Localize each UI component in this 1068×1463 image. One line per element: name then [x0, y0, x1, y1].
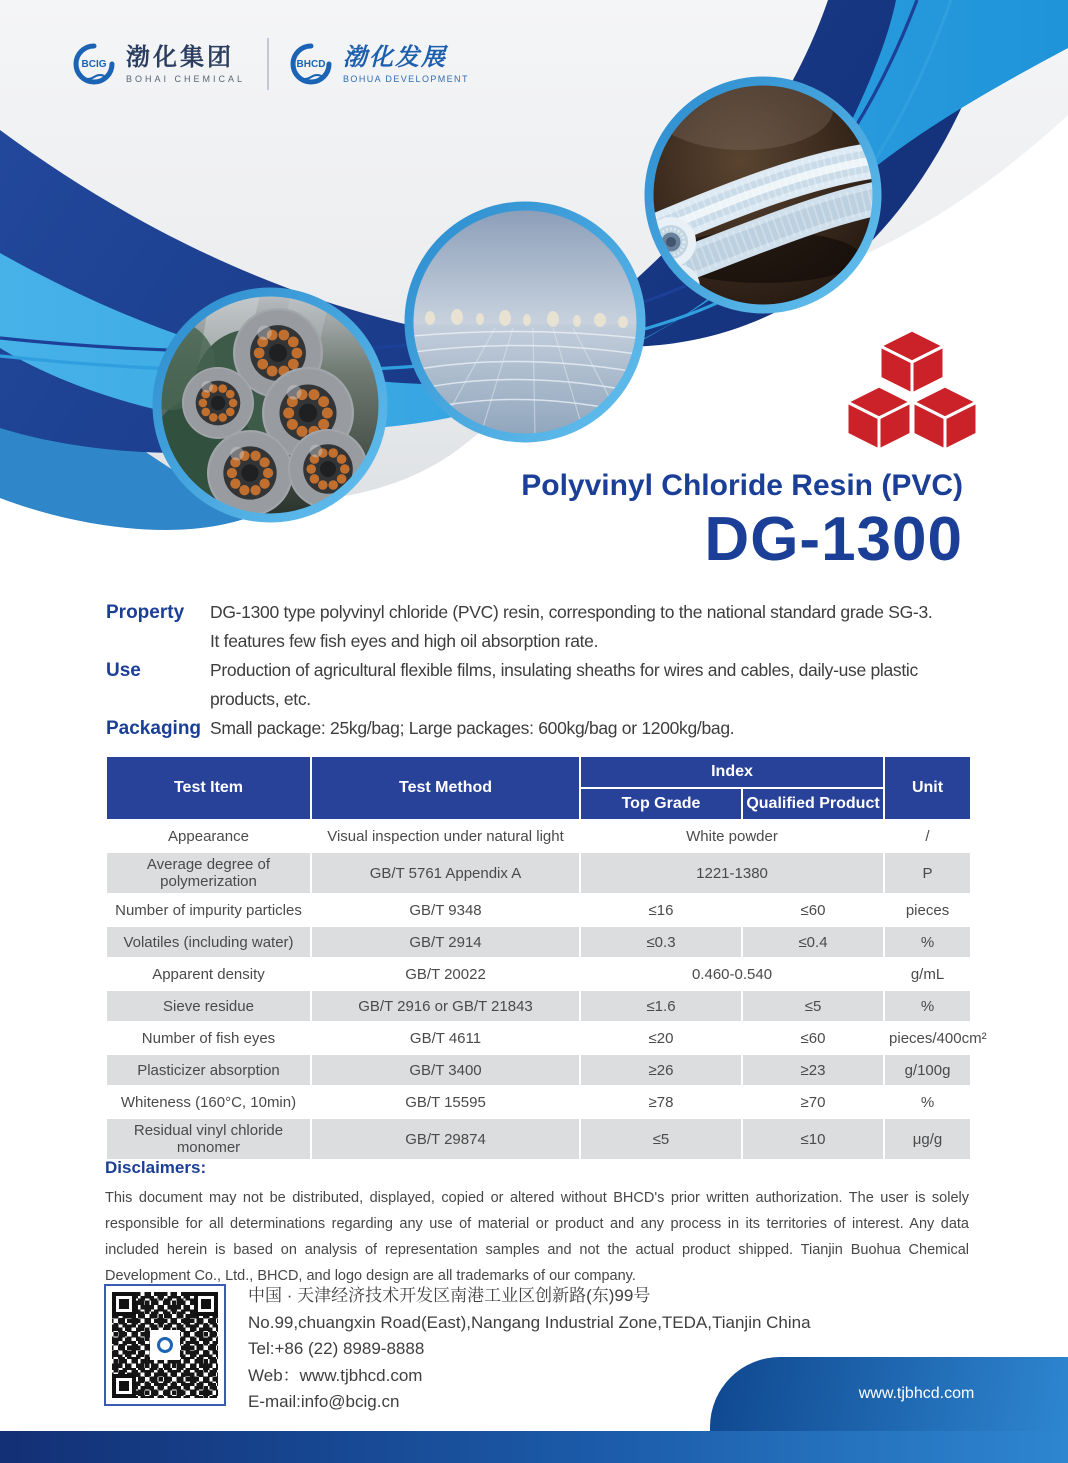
- qr-finder-icon: [112, 1292, 136, 1316]
- spec-cell: pieces/400cm²: [884, 1022, 971, 1054]
- packaging-text: Small package: 25kg/bag; Large packages: 600kg/bag or 1200kg/bag.: [210, 718, 735, 738]
- disclaimers-body: This document may not be distributed, displayed, copied or altered without BHCD's prior written authorization. The user is solely responsible for all determinations regarding any use of material or product and any process in its territories of interest. Any data included herein is based on analysis of representation samples and not the actual product shipped. Tianjin Buohua Chemical Development Co., Ltd., BHCD, and logo design are all trademarks of our company.: [105, 1190, 969, 1284]
- spec-cell: ≤0.4: [742, 926, 884, 958]
- spec-cell: GB/T 2916 or GB/T 21843: [311, 990, 580, 1022]
- bohai-emblem-text: BCIG: [81, 59, 107, 70]
- spec-cell: ≤60: [742, 1022, 884, 1054]
- greenhouse-photo: [409, 206, 641, 439]
- spec-cell: Visual inspection under natural light: [311, 820, 580, 852]
- spec-cell: ≤5: [742, 990, 884, 1022]
- col-test-method: Test Method: [311, 756, 580, 820]
- spec-cell: GB/T 4611: [311, 1022, 580, 1054]
- overview-section: [106, 598, 944, 743]
- use-label: Use: [106, 660, 141, 681]
- spec-cell: Volatiles (including water): [106, 926, 311, 958]
- contact-address-cn: 中国 · 天津经济技术开发区南港工业区创新路(东)99号: [248, 1286, 651, 1305]
- spec-cell: White powder: [580, 820, 884, 852]
- col-test-item: Test Item: [106, 756, 311, 820]
- product-title-block: [521, 469, 963, 573]
- product-code: DG-1300: [704, 505, 963, 574]
- bohua-development-logo: [289, 42, 469, 86]
- col-top-grade: Top Grade: [580, 788, 742, 820]
- bohai-logo-icon: [72, 42, 116, 86]
- spec-cell: GB/T 20022: [311, 958, 580, 990]
- spec-cell: Plasticizer absorption: [106, 1054, 311, 1086]
- qr-code: [104, 1284, 226, 1406]
- cubes-icon: [847, 330, 977, 450]
- packaging-label: Packaging: [106, 718, 202, 739]
- property-text: DG-1300 type polyvinyl chloride (PVC) resin, corresponding to the national standard grade SG-3. It features few fish eyes and high oil absorption rate.: [210, 602, 933, 651]
- spec-table-body: [106, 820, 987, 1160]
- spec-cell: pieces: [884, 894, 971, 926]
- contact-email: E-mail:info@bcig.cn: [248, 1392, 400, 1411]
- logo-divider: [267, 38, 269, 90]
- bohai-name-cn: 渤化集团: [126, 43, 234, 71]
- brand-bar: [72, 38, 469, 90]
- spec-cell: Residual vinyl chloride monomer: [106, 1118, 311, 1160]
- spec-table: [105, 755, 987, 1161]
- bohua-name-cn: 渤化发展: [343, 43, 448, 71]
- qr-center-logo-icon: [150, 1330, 180, 1360]
- contact-address-en: No.99,chuangxin Road(East),Nangang Industrial Zone,TEDA,Tianjin China: [248, 1312, 811, 1332]
- use-row: [106, 656, 944, 714]
- spec-cell: Apparent density: [106, 958, 311, 990]
- spec-cell: GB/T 2914: [311, 926, 580, 958]
- spec-cell: Number of impurity particles: [106, 894, 311, 926]
- spec-cell: ≥70: [742, 1086, 884, 1118]
- disclaimers-section: [105, 1158, 969, 1289]
- spec-cell: %: [884, 1086, 971, 1118]
- spec-row: [106, 1118, 971, 1160]
- contact-web: Web：www.tjbhcd.com: [248, 1365, 423, 1385]
- spec-cell: %: [884, 926, 971, 958]
- spec-cell: Average degree of polymerization: [106, 852, 311, 894]
- spec-cell: ≥78: [580, 1086, 742, 1118]
- spec-cell: μg/g: [884, 1118, 971, 1160]
- property-row: [106, 598, 944, 656]
- spec-cell: ≥23: [742, 1054, 884, 1086]
- spec-row: [106, 1022, 971, 1054]
- spec-cell: ≤60: [742, 894, 884, 926]
- bohua-name-en: BOHUA DEVELOPMENT: [343, 73, 469, 84]
- spec-cell: ≤16: [580, 894, 742, 926]
- qr-finder-icon: [194, 1292, 218, 1316]
- bohua-emblem-text: BHCD: [296, 59, 326, 70]
- spec-row: [106, 894, 971, 926]
- spec-row: [106, 990, 971, 1022]
- qr-code-pattern: [112, 1292, 218, 1398]
- bottom-band: [0, 1431, 1068, 1463]
- spec-cell: ≥26: [580, 1054, 742, 1086]
- spec-cell: ≤1.6: [580, 990, 742, 1022]
- spec-cell: ≤0.3: [580, 926, 742, 958]
- bohua-logo-icon: [289, 42, 333, 86]
- contact-tel: Tel:+86 (22) 8989-8888: [248, 1339, 425, 1358]
- spec-row: [106, 820, 971, 852]
- bohai-name-en: BOHAI CHEMICAL: [126, 73, 246, 84]
- spec-cell: %: [884, 990, 971, 1022]
- spec-cell: Appearance: [106, 820, 311, 852]
- spec-cell: GB/T 9348: [311, 894, 580, 926]
- disclaimers-title: Disclaimers:: [105, 1158, 207, 1177]
- spec-cell: Number of fish eyes: [106, 1022, 311, 1054]
- spec-cell: Whiteness (160°C, 10min): [106, 1086, 311, 1118]
- spec-cell: ≤5: [580, 1118, 742, 1160]
- qr-finder-icon: [112, 1374, 136, 1398]
- spec-row: [106, 926, 971, 958]
- use-text: Production of agricultural flexible films, insulating sheaths for wires and cables, daily-use plastic products, etc.: [210, 660, 918, 709]
- spec-row: [106, 958, 971, 990]
- property-label: Property: [106, 602, 185, 623]
- spec-table-head: [106, 756, 971, 820]
- col-qualified-product: Qualified Product: [742, 788, 884, 820]
- spec-cell: /: [884, 820, 971, 852]
- website-banner-text: www.tjbhcd.com: [858, 1385, 975, 1402]
- spec-cell: Sieve residue: [106, 990, 311, 1022]
- spec-cell: g/mL: [884, 958, 971, 990]
- col-index: Index: [580, 756, 884, 788]
- spec-row: [106, 1086, 971, 1118]
- spec-cell: GB/T 3400: [311, 1054, 580, 1086]
- spec-cell: g/100g: [884, 1054, 971, 1086]
- spec-row: [106, 1054, 971, 1086]
- packaging-row: [106, 714, 944, 743]
- spec-cell: GB/T 5761 Appendix A: [311, 852, 580, 894]
- product-category: Polyvinyl Chloride Resin (PVC): [521, 469, 963, 502]
- spec-cell: ≤20: [580, 1022, 742, 1054]
- website-banner: [710, 1357, 1068, 1431]
- spec-cell: 1221-1380: [580, 852, 884, 894]
- spec-cell: ≤10: [742, 1118, 884, 1160]
- spec-cell: GB/T 15595: [311, 1086, 580, 1118]
- col-unit: Unit: [884, 756, 971, 820]
- spec-cell: P: [884, 852, 971, 894]
- spec-cell: GB/T 29874: [311, 1118, 580, 1160]
- bohai-chemical-logo: [72, 42, 245, 86]
- spec-cell: 0.460-0.540: [580, 958, 884, 990]
- spec-row: [106, 852, 971, 894]
